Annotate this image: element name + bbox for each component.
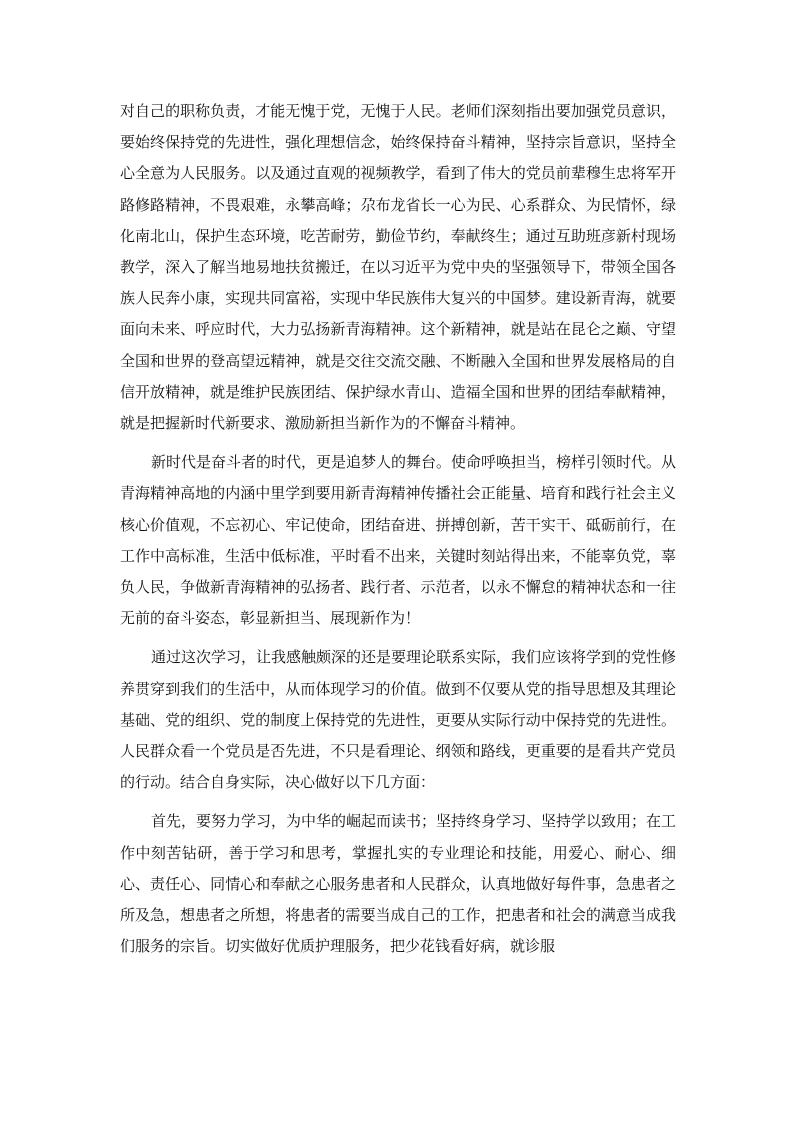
document-body xyxy=(120,96,676,970)
paragraph-1: 对自己的职称负责，才能无愧于党，无愧于人民。老师们深刻指出要加强党员意识，要始终保持党的先进性，强化理想信念，始终保持奋斗精神，坚持宗旨意识，坚持全心全意为人民服务。以及通过直观的视频教学，看到了伟大的党员前辈穆生忠将军开路修路精神，不畏艰难，永攀高峰；尕布龙省长一心为民、心系群众、为民情怀，绿化南北山，保护生态环境，吃苦耐劳，勤俭节约，奉献终生；通过互助班彦新村现场教学，深入了解当地易地扶贫搬迁，在以习近平为党中央的坚强领导下，带领全国各族人民奔小康，实现共同富裕，实现中华民族伟大复兴的中国梦。建设新青海，就要面向未来、呼应时代，大力弘扬新青海精神。这个新精神，就是站在昆仑之巅、守望全国和世界的登高望远精神，就是交往交流交融、不断融入全国和世界发展格局的自信开放精神，就是维护民族团结、保护绿水青山、造福全国和世界的团结奉献精神，就是把握新时代新要求、激励新担当新作为的不懈奋斗精神。 xyxy=(120,102,676,433)
paragraph-4: 首先，要努力学习，为中华的崛起而读书；坚持终身学习、坚持学以致用；在工作中刻苦钻研，善于学习和思考，掌握扎实的专业理论和技能，用爱心、耐心、细心、责任心、同情心和奉献之心服务患者和人民群众，认真地做好每件事，急患者之所及急，想患者之所想，将患者的需要当成自己的工作，把患者和社会的满意当成我们服务的宗旨。切实做好优质护理服务，把少花钱看好病，就诊服 xyxy=(120,812,677,956)
paragraph-2: 新时代是奋斗者的时代，更是追梦人的舞台。使命呼唤担当，榜样引领时代。从青海精神高地的内涵中里学到要用新青海精神传播社会正能量、培育和践行社会主义核心价值观，不忘初心、牢记使命，团结奋进、拼搏创新，苦干实干、砥砺前行，在工作中高标准，生活中低标准，平时看不出来，关键时刻站得出来，不能辜负党，辜负人民，争做新青海精神的弘扬者、践行者、示范者，以永不懈怠的精神状态和一往无前的奋斗姿态，彰显新担当、展现新作为！ xyxy=(120,453,677,628)
paragraph-3: 通过这次学习，让我感触颇深的还是要理论联系实际，我们应该将学到的党性修养贯穿到我们的生活中，从而体现学习的价值。做到不仅要从党的指导思想及其理论基础、党的组织、党的制度上保持党的先进性，更要从实际行动中保持党的先进性。人民群众看一个党员是否先进，不只是看理论、纲领和路线，更重要的是看共产党员的行动。结合自身实际，决心做好以下几方面： xyxy=(120,648,677,792)
